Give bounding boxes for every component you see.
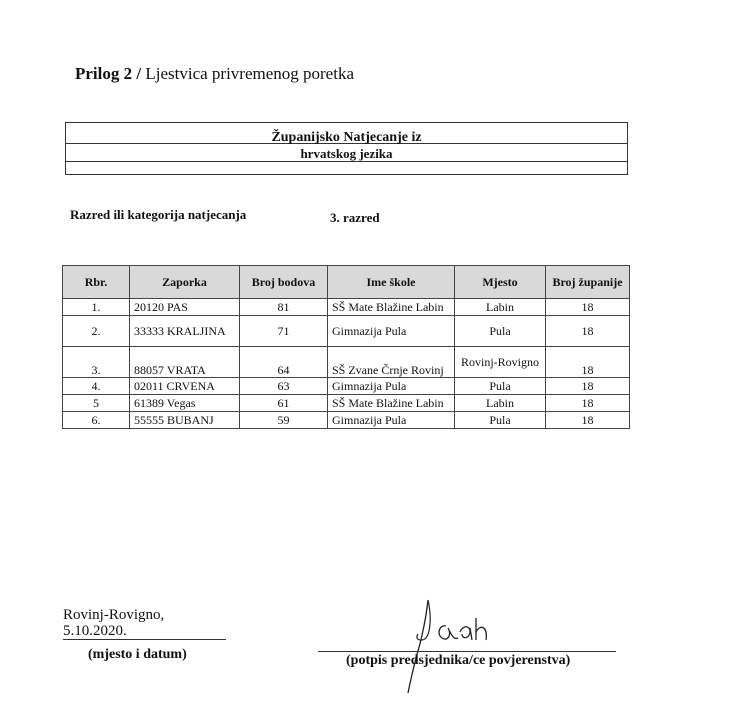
results-table [62,265,630,429]
table-row [63,412,630,429]
table-row [63,299,630,316]
cell-mjesto: Labin [455,299,546,316]
date-text: 5.10.2020. [63,623,127,639]
cell-zupanija: 18 [546,299,630,316]
cell-skola: Gimnazija Pula [328,316,455,347]
cell-rbr: 5 [63,395,130,412]
signature-icon [396,578,516,698]
category-label: Razred ili kategorija natjecanja [70,207,247,222]
cell-mjesto: Rovinj-Rovigno [455,347,546,378]
cell-zaporka: 33333 KRALJINA [130,316,240,347]
cell-rbr: 2. [63,316,130,347]
header-broj-zupanije: Broj županije [546,266,630,299]
cell-bodovi: 61 [240,395,328,412]
table-row [63,395,630,412]
cell-skola: Gimnazija Pula [328,412,455,429]
cell-zaporka: 02011 CRVENA [130,378,240,395]
header-broj-bodova: Broj bodova [240,266,328,299]
cell-rbr: 6. [63,412,130,429]
competition-box [65,122,628,175]
competition-title-line1: Županijsko Natjecanje iz [271,130,422,145]
annex-title [75,64,354,84]
signature-label: (potpis predsjednika/ce povjerenstva) [346,653,571,668]
cell-rbr: 3. [63,347,130,378]
competition-title-line2: hrvatskog jezika [300,146,393,161]
table-row [63,316,630,347]
header-ime-skole: Ime škole [328,266,455,299]
cell-rbr: 1. [63,299,130,316]
cell-skola: SŠ Zvane Črnje Rovinj [328,347,455,378]
signature-underline [318,651,616,652]
annex-number: Prilog 2 / [75,64,142,83]
cell-mjesto: Labin [455,395,546,412]
header-zaporka: Zaporka [130,266,240,299]
cell-skola: SŠ Mate Blažine Labin [328,395,455,412]
place-date-label: (mjesto i datum) [88,647,187,662]
cell-mjesto: Pula [455,412,546,429]
place-date [63,607,164,639]
cell-skola: SŠ Mate Blažine Labin [328,299,455,316]
table-header-row [63,266,630,299]
cell-bodovi: 63 [240,378,328,395]
cell-bodovi: 59 [240,412,328,429]
cell-zupanija: 18 [546,412,630,429]
header-mjesto: Mjesto [455,266,546,299]
cell-rbr: 4. [63,378,130,395]
table-row [63,347,630,378]
cell-zaporka: 55555 BUBANJ [130,412,240,429]
cell-bodovi: 81 [240,299,328,316]
annex-subtitle: Ljestvica privremenog poretka [141,64,354,83]
header-rbr: Rbr. [63,266,130,299]
cell-zupanija: 18 [546,395,630,412]
cell-zupanija: 18 [546,347,630,378]
cell-zaporka: 20120 PAS [130,299,240,316]
table-row [63,378,630,395]
place-text: Rovinj-Rovigno, [63,607,165,623]
cell-zaporka: 61389 Vegas [130,395,240,412]
category-value: 3. razred [330,210,380,225]
cell-bodovi: 71 [240,316,328,347]
cell-mjesto: Pula [455,316,546,347]
cell-mjesto: Pula [455,378,546,395]
cell-zupanija: 18 [546,378,630,395]
cell-skola: Gimnazija Pula [328,378,455,395]
cell-zupanija: 18 [546,316,630,347]
cell-zaporka: 88057 VRATA [130,347,240,378]
cell-bodovi: 64 [240,347,328,378]
date-underline [63,639,226,640]
